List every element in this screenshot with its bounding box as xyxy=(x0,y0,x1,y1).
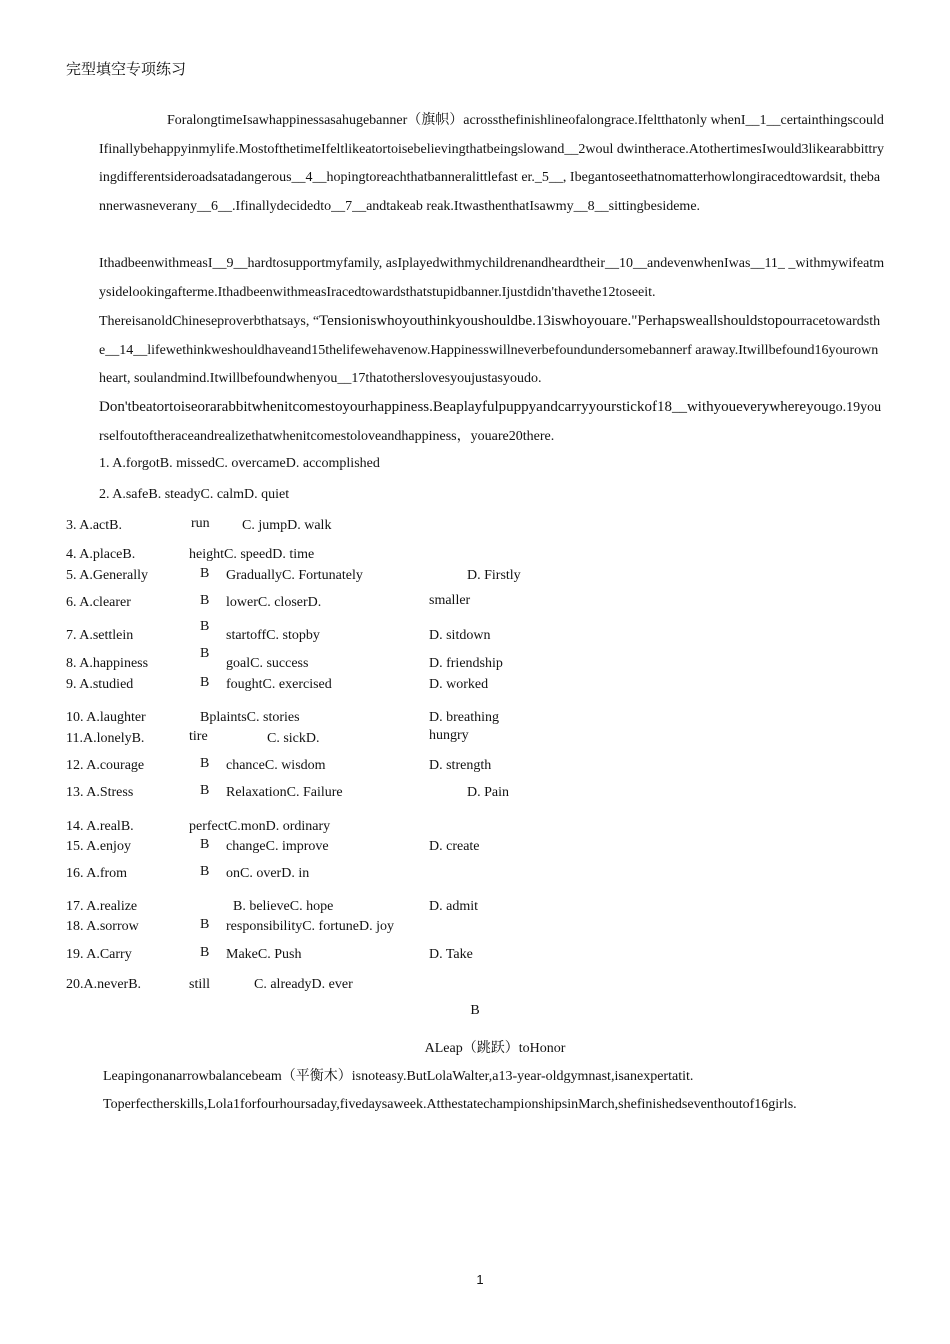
question-20-c: C. alreadyD. ever xyxy=(254,977,353,992)
question-7-a: 7. A.settlein xyxy=(66,628,134,643)
passage-text-4a: Don'tbeatortoiseorarabbitwhenitcomestoyourhappiness.Beaplayfulpuppyandcarryyourstickof18__withyoueverywhereyou xyxy=(99,399,829,415)
question-7-b: startoffC. stopby xyxy=(226,628,320,643)
question-7-c: D. sitdown xyxy=(429,628,491,643)
question-20-b: still xyxy=(189,977,211,992)
question-18-a: 18. A.sorrow xyxy=(66,919,139,934)
question-13-c: D. Pain xyxy=(467,785,509,800)
question-13-a: 13. A.Stress xyxy=(66,785,134,800)
passage-paragraph-2 xyxy=(99,250,885,307)
question-6-b: lowerC. closerD. xyxy=(226,595,322,610)
passage-text-1: ForalongtimeIsawhappinessasahugebanner（旗帜）acrossthefinishlineofalongrace.Ifeltthatonly whenI__1__certainthingscouldIfinallybehappyinmylife.MostofthetimeIfeltlikeatortoisebelievingthatbeingslowand__2woul dwintherace.AtothertimesIwould3likearabbittryingdifferentsideroadsatadangerous__4__hopingtoreachthatbanneralittlefast er._5__, Ibegantoseethatnomatterhowlongiracedtowardsit, thebannerwasneverany__6__.Ifinallydecidedto__7__andtakeab reak.ItwasthenthatIsawmy__8__sittingbesideme. xyxy=(99,113,884,214)
question-11-a: 11.A.lonelyB. xyxy=(66,731,145,746)
question-12-b-letter: B xyxy=(200,756,210,771)
question-18-b-letter: B xyxy=(200,917,210,932)
question-15-b: changeC. improve xyxy=(226,839,329,854)
page-number: 1 xyxy=(476,1272,484,1287)
section-b-paragraph-2: Toperfectherskills,Lola1forfourhoursaday,fivedaysaweek.AtthestatechampionshipsinMarch,shefinishedseventhoutof16girls. xyxy=(103,1097,797,1112)
question-15-a: 15. A.enjoy xyxy=(66,839,131,854)
question-17-b: B. believeC. hope xyxy=(233,899,334,914)
question-10-c: D. breathing xyxy=(429,710,499,725)
question-6-b-letter: B xyxy=(200,593,210,608)
question-9-b: foughtC. exercised xyxy=(226,677,332,692)
question-12-c: D. strength xyxy=(429,758,492,773)
passage-text-3a: ThereisanoldChineseproverbthatsays, “ xyxy=(99,314,320,329)
question-14-a: 14. A.realB. xyxy=(66,819,134,834)
question-12-a: 12. A.courage xyxy=(66,758,145,773)
question-1: 1. A.forgotB. missedC. overcameD. accomplished xyxy=(99,456,380,471)
question-14-b: perfectC.monD. ordinary xyxy=(189,819,331,834)
question-11-d: hungry xyxy=(429,728,469,743)
passage-text-4b: go.19yourselfoutoftheraceandrealizethatwhenitcomestoloveandhappiness，youare20there. xyxy=(99,400,882,444)
question-5-b: GraduallyC. Fortunately xyxy=(226,568,363,583)
question-9-b-letter: B xyxy=(200,675,210,690)
question-8-b: goalC. success xyxy=(226,656,309,671)
question-15-c: D. create xyxy=(429,839,480,854)
question-19-b-letter: B xyxy=(200,945,210,960)
question-5-c: D. Firstly xyxy=(467,568,521,583)
page-title: 完型填空专项练习 xyxy=(66,60,187,78)
passage-text-2: IthadbeenwithmeasI__9__hardtosupportmyfamily, asIplayedwithmychildrenandheardtheir__10__andevenwhenIwas__11_ _withmywifeatmysidelookingafterme.IthadbeenwithmeasIracedtowardsthatstupidbanner.Ijustdidn'thavethe12toseeit. xyxy=(99,256,885,300)
question-3-c: C. jumpD. walk xyxy=(242,518,332,533)
question-10-b: BplaintsC. stories xyxy=(200,710,300,725)
passage-text-3b: Tensioniswhoyouthinkyoushouldbe.13iswhoyouare."Perhapsweallshouldstopo xyxy=(319,313,790,329)
question-4-a: 4. A.placeB. xyxy=(66,547,136,562)
question-8-b-letter: B xyxy=(200,646,210,661)
question-9-a: 9. A.studied xyxy=(66,677,134,692)
question-4-b: heightC. speedD. time xyxy=(189,547,315,562)
question-10-a: 10. A.laughter xyxy=(66,710,146,725)
question-18-b: responsibilityC. fortuneD. joy xyxy=(226,919,394,934)
question-7-b-letter: B xyxy=(200,619,210,634)
question-15-b-letter: B xyxy=(200,837,210,852)
question-19-b: MakeC. Push xyxy=(226,947,302,962)
question-19-c: D. Take xyxy=(429,947,473,962)
question-8-a: 8. A.happiness xyxy=(66,656,149,671)
question-16-b-letter: B xyxy=(200,864,210,879)
question-3-a: 3. A.actB. xyxy=(66,518,122,533)
question-3-b: run xyxy=(191,516,210,531)
question-6-a: 6. A.clearer xyxy=(66,595,131,610)
question-16-a: 16. A.from xyxy=(66,866,128,881)
question-20-a: 20.A.neverB. xyxy=(66,977,142,992)
question-17-c: D. admit xyxy=(429,899,478,914)
question-17-a: 17. A.realize xyxy=(66,899,138,914)
question-12-b: chanceC. wisdom xyxy=(226,758,326,773)
passage-paragraph-3 xyxy=(99,307,885,394)
question-13-b: RelaxationC. Failure xyxy=(226,785,343,800)
question-16-b: onC. overD. in xyxy=(226,866,310,881)
section-b-label: B xyxy=(470,1003,480,1018)
question-9-c: D. worked xyxy=(429,677,489,692)
passage-text-3c: urracetowardsthe__14__lifewethinkweshouldhaveand15thelifewehavenow.Happinesswillneverbefoundundersomebannerf araway.Itwillbefound16yourownheart, soulandmind.Itwillbefoundwhenyou__17thatotherslovesyoujustasyoudo. xyxy=(99,314,881,387)
question-6-c: smaller xyxy=(429,593,471,608)
question-5-b-letter: B xyxy=(200,566,210,581)
passage-paragraph-1 xyxy=(99,107,885,221)
question-11-b: tire xyxy=(189,729,208,744)
question-11-c: C. sickD. xyxy=(267,731,320,746)
passage-paragraph-4 xyxy=(99,393,885,451)
question-8-c: D. friendship xyxy=(429,656,503,671)
section-b-title: ALeap（跳跃）toHonor xyxy=(424,1041,566,1056)
question-19-a: 19. A.Carry xyxy=(66,947,132,962)
question-13-b-letter: B xyxy=(200,783,210,798)
question-2: 2. A.safeB. steadyC. calmD. quiet xyxy=(99,487,290,502)
section-b-paragraph-1: Leapingonanarrowbalancebeam（平衡木）isnoteasy.ButLolaWalter,a13-year-oldgymnast,isanexpertatit. xyxy=(103,1069,694,1084)
question-5-a: 5. A.Generally xyxy=(66,568,149,583)
